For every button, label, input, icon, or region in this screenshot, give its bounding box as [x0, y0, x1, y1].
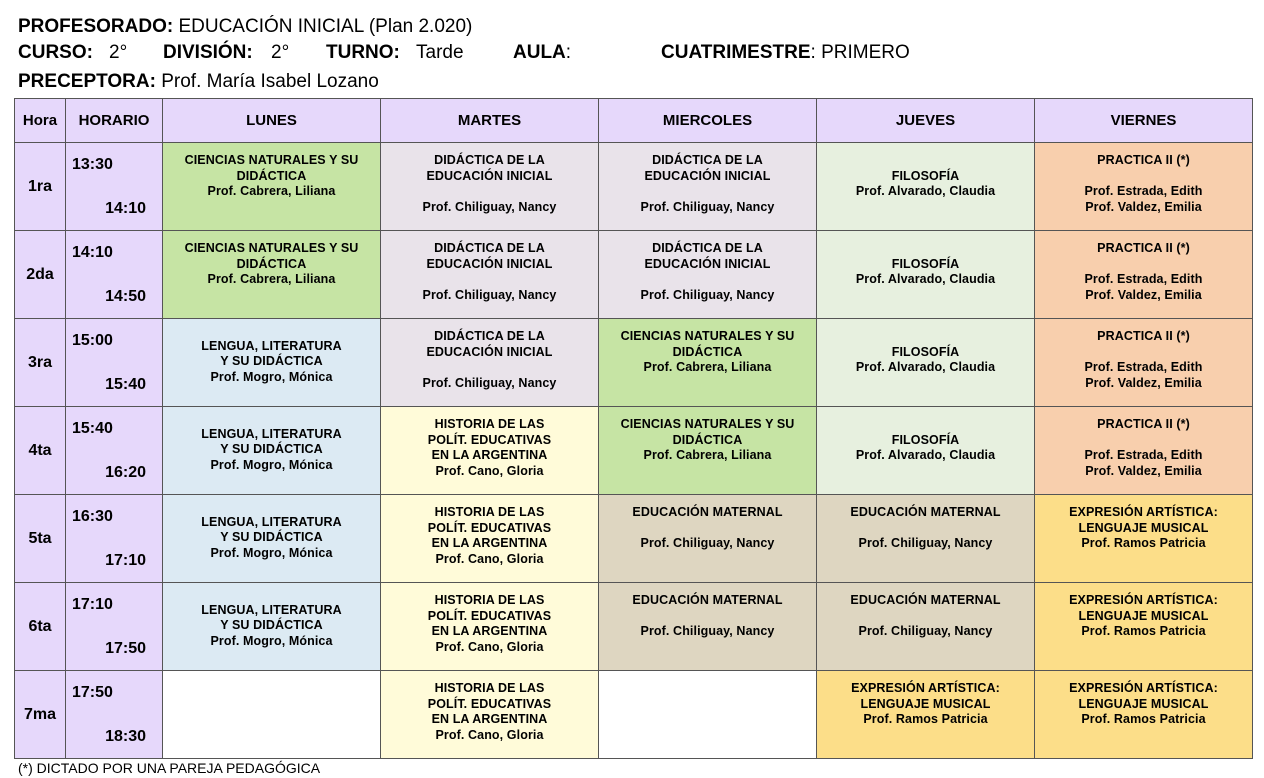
horario-cell [66, 671, 163, 759]
subject-name: EN LA ARGENTINA [431, 624, 548, 638]
start-time: 17:50 [72, 684, 113, 701]
subject-name: EDUCACIÓN INICIAL [426, 344, 553, 359]
subject-name: FILOSOFÍA [891, 256, 960, 271]
subject-cell-jueves [817, 671, 1035, 759]
subject-name: POLÍT. EDUCATIVAS [427, 608, 552, 623]
subject-cell-lunes [163, 231, 381, 319]
subject-name: LENGUAJE MUSICAL [1078, 608, 1209, 623]
end-time: 14:50 [105, 288, 146, 305]
header-preceptora [18, 71, 379, 93]
col-header-jueves: JUEVES [817, 99, 1035, 143]
teacher-name: Prof. Chiliguay, Nancy [640, 624, 775, 638]
subject-name: PRACTICA II (*) [1097, 329, 1190, 343]
subject-name: CIENCIAS NATURALES Y SU [620, 329, 795, 343]
teacher-name: Prof. Cabrera, Liliana [643, 360, 772, 374]
subject-cell-martes [381, 671, 599, 759]
hora-cell: 6ta [15, 583, 66, 671]
subject-name: DIDÁCTICA DE LA [652, 153, 763, 167]
teacher-name: Prof. Cano, Gloria [435, 551, 544, 566]
col-header-horario: HORARIO [66, 99, 163, 143]
subject-cell-viernes [1035, 407, 1253, 495]
teacher-name: Prof. Cano, Gloria [435, 639, 544, 654]
end-time: 17:10 [105, 552, 146, 569]
subject-name: EXPRESIÓN ARTÍSTICA: [851, 681, 1000, 695]
header-row [15, 99, 1253, 143]
teacher-name: Prof. Valdez, Emilia [1085, 375, 1202, 390]
subject-name: EDUCACIÓN INICIAL [644, 168, 771, 183]
end-time: 17:50 [105, 640, 146, 657]
teacher-name: Prof. Mogro, Mónica [210, 369, 333, 384]
turno-label: TURNO: [326, 42, 400, 63]
subject-name: PRACTICA II (*) [1097, 241, 1190, 255]
teacher-name: Prof. Chiliguay, Nancy [422, 287, 557, 302]
table-row [15, 231, 1253, 319]
subject-name: PRACTICA II (*) [1097, 153, 1190, 167]
subject-name: CIENCIAS NATURALES Y SU [184, 241, 359, 255]
subject-cell-jueves [817, 495, 1035, 583]
subject-name: EDUCACIÓN INICIAL [426, 168, 553, 183]
teacher-name: Prof. Ramos Patricia [1081, 624, 1206, 638]
schedule-table [14, 98, 1253, 759]
col-header-martes: MARTES [381, 99, 599, 143]
cuatrimestre-value: : PRIMERO [810, 42, 910, 63]
profesorado-value: EDUCACIÓN INICIAL (Plan 2.020) [173, 16, 473, 37]
teacher-name: Prof. Mogro, Mónica [210, 457, 333, 472]
subject-name: Y SU DIDÁCTICA [220, 530, 323, 544]
subject-cell-viernes [1035, 495, 1253, 583]
subject-cell-viernes [1035, 583, 1253, 671]
subject-name: DIDÁCTICA [236, 256, 307, 271]
end-time: 16:20 [105, 464, 146, 481]
subject-name: FILOSOFÍA [891, 168, 960, 183]
teacher-name: Prof. Cabrera, Liliana [207, 184, 336, 198]
teacher-name: Prof. Alvarado, Claudia [855, 448, 996, 462]
table-row [15, 671, 1253, 759]
subject-name: POLÍT. EDUCATIVAS [427, 432, 552, 447]
col-header-lunes: LUNES [163, 99, 381, 143]
subject-cell-jueves [817, 231, 1035, 319]
subject-name: LENGUAJE MUSICAL [860, 696, 991, 711]
subject-cell-miercoles [599, 143, 817, 231]
subject-name: POLÍT. EDUCATIVAS [427, 696, 552, 711]
table-row [15, 495, 1253, 583]
end-time: 15:40 [105, 376, 146, 393]
teacher-name: Prof. Alvarado, Claudia [855, 272, 996, 286]
curso-label: CURSO: [18, 42, 93, 63]
aula-label: AULA [513, 42, 566, 63]
teacher-name: Prof. Chiliguay, Nancy [422, 199, 557, 214]
subject-name: DIDÁCTICA [672, 344, 743, 359]
teacher-name: Prof. Estrada, Edith [1084, 184, 1203, 198]
teacher-name: Prof. Cabrera, Liliana [643, 448, 772, 462]
subject-cell-jueves [817, 407, 1035, 495]
subject-cell-viernes [1035, 671, 1253, 759]
subject-name: DIDÁCTICA DE LA [434, 153, 545, 167]
subject-name: EDUCACIÓN INICIAL [426, 256, 553, 271]
subject-cell-martes [381, 407, 599, 495]
header-course-line [18, 42, 1248, 66]
subject-name: HISTORIA DE LAS [434, 417, 545, 431]
subject-name: DIDÁCTICA DE LA [652, 241, 763, 255]
teacher-name: Prof. Ramos Patricia [1081, 536, 1206, 550]
col-header-miercoles: MIERCOLES [599, 99, 817, 143]
subject-cell-lunes [163, 671, 381, 759]
subject-name: DIDÁCTICA DE LA [434, 329, 545, 343]
teacher-name: Prof. Chiliguay, Nancy [422, 375, 557, 390]
subject-cell-miercoles [599, 671, 817, 759]
subject-name: EDUCACIÓN INICIAL [644, 256, 771, 271]
subject-name: LENGUAJE MUSICAL [1078, 520, 1209, 535]
subject-name: Y SU DIDÁCTICA [220, 442, 323, 456]
subject-cell-lunes [163, 495, 381, 583]
subject-cell-lunes [163, 407, 381, 495]
subject-name: EDUCACIÓN MATERNAL [850, 593, 1001, 607]
subject-name: LENGUAJE MUSICAL [1078, 696, 1209, 711]
teacher-name: Prof. Ramos Patricia [863, 712, 988, 726]
subject-name: EN LA ARGENTINA [431, 448, 548, 462]
subject-cell-martes [381, 319, 599, 407]
col-header-hora: Hora [15, 99, 66, 143]
cuatrimestre-label: CUATRIMESTRE [661, 42, 811, 63]
hora-cell: 2da [15, 231, 66, 319]
schedule-body [15, 143, 1253, 759]
subject-cell-miercoles [599, 319, 817, 407]
subject-name: PRACTICA II (*) [1097, 417, 1190, 431]
subject-cell-jueves [817, 583, 1035, 671]
subject-name: FILOSOFÍA [891, 344, 960, 359]
end-time: 14:10 [105, 200, 146, 217]
subject-name: LENGUA, LITERATURA [201, 338, 342, 353]
hora-cell: 5ta [15, 495, 66, 583]
subject-cell-jueves [817, 143, 1035, 231]
horario-cell [66, 583, 163, 671]
subject-name: Y SU DIDÁCTICA [220, 618, 323, 632]
curso-value: 2° [109, 42, 128, 63]
teacher-name: Prof. Chiliguay, Nancy [640, 536, 775, 550]
subject-cell-viernes [1035, 319, 1253, 407]
subject-name: CIENCIAS NATURALES Y SU [620, 417, 795, 431]
hora-cell: 7ma [15, 671, 66, 759]
preceptora-value: Prof. María Isabel Lozano [155, 71, 379, 92]
subject-name: HISTORIA DE LAS [434, 681, 545, 695]
subject-cell-jueves [817, 319, 1035, 407]
end-time: 18:30 [105, 728, 146, 745]
subject-name: EDUCACIÓN MATERNAL [632, 505, 783, 519]
subject-name: EXPRESIÓN ARTÍSTICA: [1069, 681, 1218, 695]
subject-name: EXPRESIÓN ARTÍSTICA: [1069, 505, 1218, 519]
start-time: 16:30 [72, 508, 113, 525]
aula-value: : [565, 42, 572, 63]
subject-name: EN LA ARGENTINA [431, 536, 548, 550]
subject-name: POLÍT. EDUCATIVAS [427, 520, 552, 535]
horario-cell [66, 143, 163, 231]
teacher-name: Prof. Chiliguay, Nancy [640, 287, 775, 302]
teacher-name: Prof. Alvarado, Claudia [855, 184, 996, 198]
division-value: 2° [271, 42, 290, 63]
start-time: 17:10 [72, 596, 113, 613]
header-profesorado [18, 16, 472, 38]
hora-cell: 4ta [15, 407, 66, 495]
teacher-name: Prof. Ramos Patricia [1081, 712, 1206, 726]
subject-name: CIENCIAS NATURALES Y SU [184, 153, 359, 167]
teacher-name: Prof. Chiliguay, Nancy [640, 199, 775, 214]
horario-cell [66, 319, 163, 407]
profesorado-label: PROFESORADO: [18, 16, 174, 37]
teacher-name: Prof. Valdez, Emilia [1085, 463, 1202, 478]
hora-cell: 3ra [15, 319, 66, 407]
teacher-name: Prof. Chiliguay, Nancy [858, 536, 993, 550]
subject-cell-martes [381, 495, 599, 583]
table-row [15, 143, 1253, 231]
teacher-name: Prof. Cano, Gloria [435, 463, 544, 478]
subject-cell-miercoles [599, 495, 817, 583]
subject-cell-lunes [163, 583, 381, 671]
teacher-name: Prof. Valdez, Emilia [1085, 287, 1202, 302]
start-time: 13:30 [72, 156, 113, 173]
preceptora-label: PRECEPTORA: [18, 71, 156, 92]
teacher-name: Prof. Cano, Gloria [435, 727, 544, 742]
subject-name: HISTORIA DE LAS [434, 593, 545, 607]
horario-cell [66, 407, 163, 495]
start-time: 15:40 [72, 420, 113, 437]
subject-name: FILOSOFÍA [891, 432, 960, 447]
teacher-name: Prof. Mogro, Mónica [210, 633, 333, 648]
subject-name: LENGUA, LITERATURA [201, 514, 342, 529]
horario-cell [66, 231, 163, 319]
teacher-name: Prof. Mogro, Mónica [210, 545, 333, 560]
teacher-name: Prof. Cabrera, Liliana [207, 272, 336, 286]
subject-name: LENGUA, LITERATURA [201, 426, 342, 441]
teacher-name: Prof. Estrada, Edith [1084, 448, 1203, 462]
subject-cell-martes [381, 583, 599, 671]
teacher-name: Prof. Alvarado, Claudia [855, 360, 996, 374]
teacher-name: Prof. Estrada, Edith [1084, 360, 1203, 374]
subject-name: LENGUA, LITERATURA [201, 602, 342, 617]
subject-name: HISTORIA DE LAS [434, 505, 545, 519]
subject-name: EDUCACIÓN MATERNAL [850, 505, 1001, 519]
subject-cell-lunes [163, 143, 381, 231]
subject-name: DIDÁCTICA [672, 432, 743, 447]
subject-name: DIDÁCTICA [236, 168, 307, 183]
division-label: DIVISIÓN: [163, 42, 253, 63]
teacher-name: Prof. Estrada, Edith [1084, 272, 1203, 286]
subject-cell-martes [381, 143, 599, 231]
subject-name: DIDÁCTICA DE LA [434, 241, 545, 255]
horario-cell [66, 495, 163, 583]
start-time: 15:00 [72, 332, 113, 349]
start-time: 14:10 [72, 244, 113, 261]
subject-name: Y SU DIDÁCTICA [220, 354, 323, 368]
subject-name: EDUCACIÓN MATERNAL [632, 593, 783, 607]
subject-cell-martes [381, 231, 599, 319]
subject-cell-lunes [163, 319, 381, 407]
subject-cell-miercoles [599, 407, 817, 495]
col-header-viernes: VIERNES [1035, 99, 1253, 143]
table-row [15, 319, 1253, 407]
subject-cell-miercoles [599, 231, 817, 319]
teacher-name: Prof. Valdez, Emilia [1085, 199, 1202, 214]
subject-cell-miercoles [599, 583, 817, 671]
turno-value: Tarde [416, 42, 464, 63]
subject-name: EXPRESIÓN ARTÍSTICA: [1069, 593, 1218, 607]
subject-cell-viernes [1035, 231, 1253, 319]
footnote: (*) DICTADO POR UNA PAREJA PEDAGÓGICA [18, 760, 321, 776]
table-row [15, 407, 1253, 495]
hora-cell: 1ra [15, 143, 66, 231]
subject-cell-viernes [1035, 143, 1253, 231]
table-row [15, 583, 1253, 671]
teacher-name: Prof. Chiliguay, Nancy [858, 624, 993, 638]
subject-name: EN LA ARGENTINA [431, 712, 548, 726]
